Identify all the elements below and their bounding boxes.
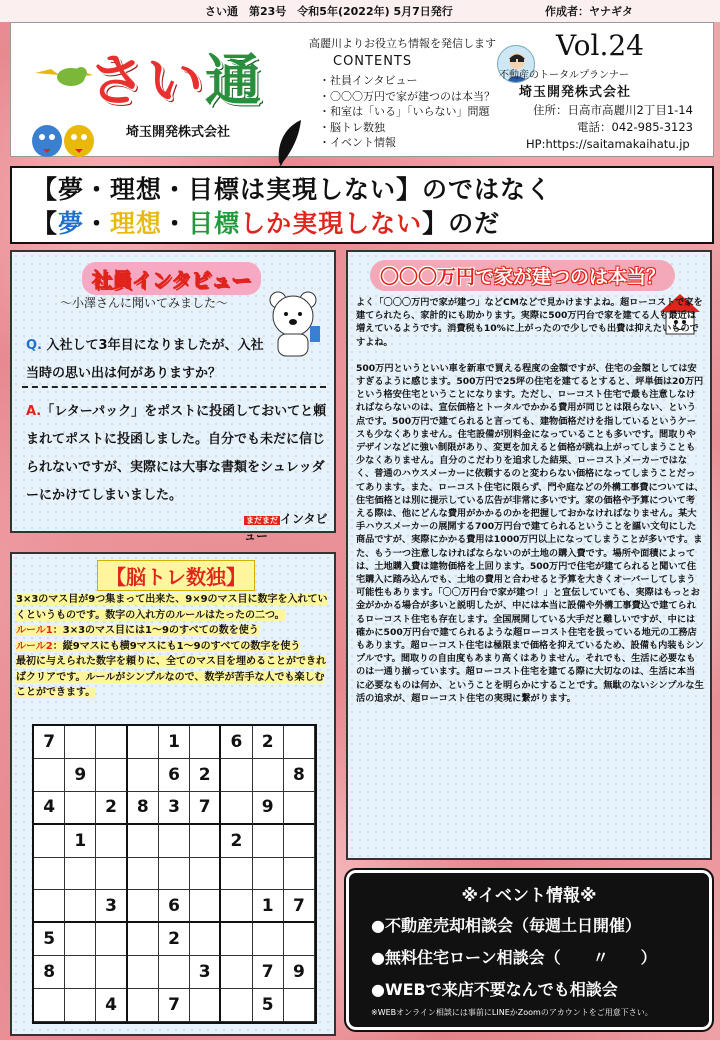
sudoku-cell[interactable]: 7: [284, 890, 315, 923]
sudoku-cell[interactable]: [190, 989, 221, 1022]
sudoku-cell[interactable]: 7: [34, 726, 65, 759]
sudoku-cell[interactable]: [96, 759, 127, 792]
sudoku-title: 【脳トレ数独】: [97, 560, 255, 591]
logo-text-accent: 通: [205, 49, 263, 114]
sudoku-cell[interactable]: 5: [34, 923, 65, 956]
separator: ・: [84, 209, 111, 238]
sudoku-cell[interactable]: [65, 923, 96, 956]
sudoku-cell[interactable]: [128, 759, 159, 792]
sudoku-cell[interactable]: [34, 989, 65, 1022]
sudoku-cell[interactable]: [190, 923, 221, 956]
slogan-line-1: 【夢・理想・目標は実現しない】のではなく: [32, 175, 553, 204]
divider: [22, 386, 326, 388]
sudoku-cell[interactable]: [284, 825, 315, 858]
planner-tagline: 不動産のトータルプランナー: [499, 70, 629, 81]
event-title: ※イベント情報※: [461, 886, 597, 906]
sudoku-cell[interactable]: [221, 923, 252, 956]
table-of-contents: [319, 73, 495, 151]
sudoku-cell[interactable]: [159, 825, 190, 858]
badge-text: インタビュー: [244, 512, 328, 543]
sudoku-section: [10, 552, 336, 1036]
event-info: [346, 870, 712, 1030]
sudoku-cell[interactable]: [190, 858, 221, 891]
slogan-box: [10, 166, 714, 244]
sudoku-cell[interactable]: [65, 989, 96, 1022]
separator: ・: [162, 209, 189, 238]
sudoku-cell[interactable]: [221, 792, 252, 825]
event-item: ●不動産売却相談会（毎週土日開催）: [371, 916, 641, 935]
sudoku-cell[interactable]: [65, 956, 96, 989]
bracket: 【: [32, 209, 59, 238]
article-paragraph: よく「〇〇〇万円で家が建つ」などCMなどで見かけますよね。超ローコストで家を建てられたら、家計的にも助かります。実際に500万円台で家を建てる人も最近は増えているようです。消費税も10%に上がったので少しでも出費は抑えたいものですよね。: [356, 297, 703, 348]
volume-number: Vol.24: [556, 29, 644, 62]
bird-icon: [33, 61, 93, 91]
company-name-right: 埼玉開発株式会社: [519, 85, 632, 100]
event-item: ●無料住宅ローン相談会（ 〃 ）: [371, 948, 657, 967]
toc-item: ・ 脳トレ数独: [319, 120, 495, 136]
newsletter-logo: [89, 37, 263, 117]
sudoku-cell[interactable]: 4: [34, 792, 65, 825]
logo-text: さい: [89, 49, 205, 114]
event-note: ※WEBオンライン相談には事前にLINEかZoomのアカウントをご用意下さい。: [371, 1008, 653, 1017]
sudoku-cell[interactable]: [159, 858, 190, 891]
sudoku-cell[interactable]: [253, 858, 284, 891]
sudoku-cell[interactable]: [128, 923, 159, 956]
sudoku-cell[interactable]: [34, 858, 65, 891]
sudoku-cell[interactable]: 7: [190, 792, 221, 825]
sudoku-cell[interactable]: 8: [284, 759, 315, 792]
sudoku-cell[interactable]: 9: [65, 759, 96, 792]
sudoku-cell[interactable]: 1: [159, 726, 190, 759]
sudoku-grid[interactable]: [32, 724, 317, 1024]
sudoku-cell[interactable]: 6: [159, 890, 190, 923]
sudoku-cell[interactable]: [128, 726, 159, 759]
sudoku-cell[interactable]: [221, 858, 252, 891]
sudoku-cell[interactable]: [253, 923, 284, 956]
rule-label: ルール2: [16, 640, 53, 652]
sudoku-instructions: [16, 592, 334, 701]
sudoku-cell[interactable]: [34, 825, 65, 858]
sudoku-cell[interactable]: [128, 890, 159, 923]
house-article-body: [356, 296, 704, 718]
mascot-icon: [29, 113, 101, 163]
sudoku-cell[interactable]: [221, 890, 252, 923]
sudoku-cell[interactable]: [65, 792, 96, 825]
slogan-word-ideal: 理想: [110, 209, 163, 238]
sudoku-cell[interactable]: [190, 726, 221, 759]
slogan-word-dream: 夢: [58, 209, 85, 238]
sudoku-cell[interactable]: [96, 825, 127, 858]
answer-mark: A.: [26, 404, 42, 419]
sudoku-cell[interactable]: [159, 956, 190, 989]
issue-info: さい通 第23号 令和5年(2022年) 5月7日発行: [205, 5, 453, 18]
interview-section: [10, 250, 336, 543]
sudoku-cell[interactable]: 8: [128, 792, 159, 825]
house-article-title: [370, 260, 675, 291]
sudoku-cell[interactable]: 5: [253, 989, 284, 1022]
sudoku-cell[interactable]: 2: [159, 923, 190, 956]
title-text: で家が建つのは本当？: [475, 266, 666, 288]
rule-text: ：3×3のマス目には1〜9のすべての数を使う: [52, 625, 259, 636]
sudoku-cell[interactable]: 2: [221, 825, 252, 858]
sudoku-cell[interactable]: 3: [96, 890, 127, 923]
sudoku-cell[interactable]: [253, 825, 284, 858]
answer-text: 「レターパック」をポストに投函しておいてと頼まれてポストに投函しました。自分でも未だに信じられないですが、実際には大事な書類をシュレッダーにかけてしまいました。: [26, 404, 327, 503]
sudoku-cell[interactable]: 6: [221, 726, 252, 759]
sudoku-cell[interactable]: 7: [159, 989, 190, 1022]
badge-small: まだまだ: [246, 516, 278, 525]
sudoku-cell[interactable]: [128, 956, 159, 989]
company-address: 住所：日高市高麗川2丁目1-14: [533, 103, 693, 117]
sudoku-outro: 最初に与えられた数字を頼りに、全てのマス目を埋めることができればクリアです。ルールがシンプルなので、数学が苦手な人でも楽しむことができます。: [16, 656, 326, 698]
question-text: 入社して3年目になりましたが、入社当時の思い出は何がありますか？: [26, 338, 264, 381]
sudoku-cell[interactable]: [190, 890, 221, 923]
rule-label: ルール1: [16, 625, 53, 636]
company-name-left: 埼玉開発株式会社: [126, 125, 231, 140]
bracket: 】のだ: [422, 209, 501, 238]
feather-icon: [273, 118, 305, 168]
company-phone: 電話：042-985-3123: [577, 120, 693, 134]
sudoku-cell[interactable]: [284, 858, 315, 891]
sudoku-cell[interactable]: 3: [190, 956, 221, 989]
masthead: [10, 22, 714, 157]
slogan-emphasis: しか実現しない: [240, 209, 423, 238]
title-accent: 〇〇〇万円: [380, 266, 476, 288]
house-article: [346, 250, 712, 860]
sudoku-cell[interactable]: [284, 792, 315, 825]
interview-badge: [244, 510, 334, 544]
interview-subtitle: 〜小澤さんに聞いてみました〜: [60, 296, 229, 310]
interview-question: [26, 332, 276, 388]
sudoku-intro: 3×3のマス目が9つ集まって出来た、9×9のマス目に数字を入れていくというものです。数字の入れ方のルールはたったの二つ。: [16, 594, 328, 621]
toc-item: ・ 和室は「いる」「いらない」問題: [319, 104, 495, 120]
sudoku-cell[interactable]: [65, 726, 96, 759]
sudoku-cell[interactable]: [221, 759, 252, 792]
sudoku-cell[interactable]: 9: [284, 956, 315, 989]
sudoku-cell[interactable]: 1: [253, 890, 284, 923]
sudoku-cell[interactable]: [128, 989, 159, 1022]
event-item: ●WEBで来店不要なんでも相談会: [371, 980, 618, 999]
sudoku-cell[interactable]: 1: [65, 825, 96, 858]
toc-item: ・ イベント情報: [319, 135, 495, 151]
article-paragraph: 500万円というといい車を新車で買える程度の金額ですが、住宅の金額としては安すぎるように感じます。500万円で25坪の住宅を建てるとすると、坪単価は20万円という格安住宅ということになります。ただし、ローコスト住宅で最も注意しなければならないのは、宣伝価格とトータルでかかる費用が同じとは限らない、という点です。500万円で建てられると言っても、建物価格だけを指しているというケースも少なくありません。住宅設備が別料金になっていることも多いです。間取りやデザインなどに強い制限があり、変更を加えると価格が跳ね上がってしまうことも少なくありません。自分のこだわりを追求した結果、ローコストメーカーではなく、普通のハウスメーカーに依頼するのと変わらない価格になってしまうことだってあります。また、ローコスト住宅に限らず、門や庭などの外構工事費については、住宅価格とは別に提示している広告が非常に多いです。家の価格や予算について考える際は、他にどんな費用がかかるのかを把握しておかなければなりません。某大手ハウスメーカーの展開する700万円台で建てられるということを謳い文句にした商品ですが、実際にかかる費用は1000万円以上になってしまうことが多いです。また、もう一つ注意しなければならないのが土地の購入費です。場所や面積によっては、土地購入費は建物価格を上回ります。500万円で住宅が建てられると聞いて住宅購入に踏み込んでも、土地の費用と合わせると予算を大きくオーバーしてしまう可能性もあります。「〇〇万円台で家が建つ！」と宣伝していても、実際はもっとお金がかかる場合が多いと説明したが、中には本当に設備や外構工事費込で建てられるローコスト住宅も存在します。全国展開している大手だと難しいですが、中には確かに500万円台で建てられるような超ローコスト住宅を扱っている地元の工務店もあります。超ローコスト住宅は極限まで価格を抑えているため、設備も内装もシンプルです。間取りの自由度もあまり高くはありません。それでも、生活に必要なものは一通り揃っています。超ローコスト住宅を建てる際に大切なのは、生活に本当に必要なものは何か、ということを明らかにすることです。無駄のないシンプルな生活の追求が、超ローコスト住宅の実現に繋がります。: [356, 362, 704, 704]
interview-answer: [26, 398, 331, 510]
sudoku-cell[interactable]: [221, 956, 252, 989]
sudoku-cell[interactable]: [65, 858, 96, 891]
sudoku-cell[interactable]: [65, 890, 96, 923]
sudoku-cell[interactable]: 2: [96, 792, 127, 825]
slogan-word-goal: 目標: [188, 209, 241, 238]
toc-item: ・ 社員インタビュー: [319, 73, 495, 89]
contents-title: CONTENTS: [333, 54, 413, 69]
toc-item: ・ 〇〇〇万円で家が建つのは本当？: [319, 89, 495, 105]
author: 作成者：ヤナギタ: [545, 5, 633, 18]
sudoku-cell[interactable]: 4: [96, 989, 127, 1022]
sudoku-cell[interactable]: [96, 923, 127, 956]
issue-bar: [0, 0, 720, 22]
sudoku-cell[interactable]: 3: [159, 792, 190, 825]
question-mark: Q.: [26, 338, 42, 353]
sudoku-cell[interactable]: [34, 890, 65, 923]
sudoku-cell[interactable]: 8: [34, 956, 65, 989]
sudoku-cell[interactable]: [190, 825, 221, 858]
slogan-line-2: [32, 207, 712, 241]
sudoku-cell[interactable]: 7: [253, 956, 284, 989]
sudoku-cell[interactable]: [253, 759, 284, 792]
sudoku-cell[interactable]: 2: [190, 759, 221, 792]
sudoku-cell[interactable]: 2: [253, 726, 284, 759]
intro-text: 高麗川よりお役立ち情報を発信します: [309, 37, 496, 50]
sudoku-cell[interactable]: [128, 858, 159, 891]
sudoku-cell[interactable]: [34, 759, 65, 792]
rule-text: ：縦9マスにも横9マスにも1〜9のすべての数字を使う: [52, 640, 301, 652]
sudoku-cell[interactable]: [128, 825, 159, 858]
sudoku-cell[interactable]: [284, 989, 315, 1022]
interview-title: 社員インタビュー: [82, 262, 261, 295]
sudoku-cell[interactable]: [284, 923, 315, 956]
sudoku-cell[interactable]: 9: [253, 792, 284, 825]
sudoku-cell[interactable]: 6: [159, 759, 190, 792]
sudoku-cell[interactable]: [284, 726, 315, 759]
sudoku-cell[interactable]: [221, 989, 252, 1022]
sudoku-cell[interactable]: [96, 956, 127, 989]
sudoku-cell[interactable]: [96, 858, 127, 891]
sudoku-cell[interactable]: [96, 726, 127, 759]
company-website[interactable]: HP:https://saitamakaihatu.jp: [526, 137, 690, 151]
